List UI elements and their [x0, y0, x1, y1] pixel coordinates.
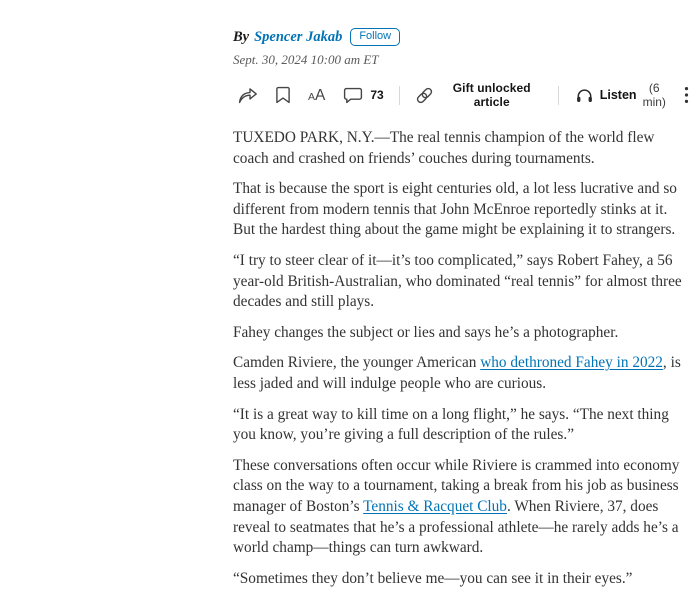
- paragraph-text: . When Riviere, 37, does reveal to seatmates that he’s a professional athlete—he rarely adds he’s a world champ—things can turn awkward.: [233, 497, 679, 557]
- share-button[interactable]: [238, 87, 258, 104]
- kebab-menu-icon: [684, 86, 689, 104]
- text-size-button[interactable]: [308, 88, 325, 103]
- article-paragraph: [233, 128, 689, 169]
- inline-link[interactable]: Tennis & Racquet Club: [363, 497, 507, 515]
- article-paragraph: [233, 353, 689, 394]
- inline-link[interactable]: who dethroned Fahey in 2022: [480, 354, 663, 372]
- listen-duration: (6 min): [642, 81, 666, 109]
- paragraph-text: , is less jaded and will indulge people who are curious.: [233, 354, 681, 392]
- article-paragraph: [233, 569, 689, 590]
- paragraph-text: “Sometimes they don’t believe me—you can see it in their eyes.”: [233, 569, 633, 587]
- listen-label: Listen: [599, 88, 637, 102]
- link-icon: [415, 86, 434, 105]
- paragraph-text: “It is a great way to kill time on a long flight,” he says. “The next thing you know, you’re giving a full description of the rules.”: [233, 405, 669, 444]
- listen-button[interactable]: [576, 81, 666, 109]
- paragraph-text: “I try to steer clear of it—it’s too complicated,” says Robert Fahey, a 56 year-old British-Australian, who dominated “real tennis” for almost three decades and still plays.: [233, 251, 682, 311]
- comment-count: 73: [370, 88, 384, 102]
- toolbar-divider: [558, 86, 559, 105]
- toolbar-divider: [399, 86, 400, 105]
- article-body: [233, 128, 689, 589]
- paragraph-text: These conversations often occur while Riviere is crammed into economy class on the way to a tournament, taking a break from his job as business manager of Boston’s: [233, 456, 680, 515]
- comments-button[interactable]: [343, 87, 383, 104]
- article-paragraph: [233, 405, 689, 446]
- article-paragraph: [233, 179, 689, 241]
- byline-prefix: By: [233, 28, 250, 45]
- paragraph-text: That is because the sport is eight centuries old, a lot less lucrative and so different from modern tennis that John McEnroe reportedly stinks at it. But the hardest thing about the game might be explaining it to strangers.: [233, 180, 677, 239]
- gift-label: Gift unlocked article: [452, 81, 531, 109]
- publish-date: Sept. 30, 2024 10:00 am ET: [233, 52, 379, 67]
- gift-article-button[interactable]: [415, 81, 543, 109]
- author-link[interactable]: Spencer Jakab: [254, 28, 343, 45]
- article-paragraph: [233, 456, 689, 559]
- article-toolbar: [233, 83, 689, 107]
- bookmark-icon: [276, 86, 290, 104]
- article-paragraph: [233, 323, 689, 344]
- paragraph-text: Camden Riviere, the younger American: [233, 354, 481, 372]
- text-size-icon: A A: [308, 86, 326, 104]
- follow-button[interactable]: Follow: [350, 28, 400, 46]
- share-icon: [238, 87, 258, 104]
- more-options-button[interactable]: [684, 86, 689, 104]
- byline: [233, 28, 689, 46]
- headphones-icon: [576, 87, 593, 103]
- paragraph-text: Fahey changes the subject or lies and says he’s a photographer.: [233, 323, 619, 341]
- bookmark-button[interactable]: [276, 86, 290, 104]
- toolbar-right-group: [543, 81, 689, 109]
- paragraph-text: TUXEDO PARK, N.Y.—The real tennis champion of the world flew coach and crashed on friends’ couches during tournaments.: [233, 129, 655, 167]
- article-paragraph: [233, 251, 689, 313]
- comment-icon: [343, 87, 363, 104]
- article-content: [233, 28, 689, 599]
